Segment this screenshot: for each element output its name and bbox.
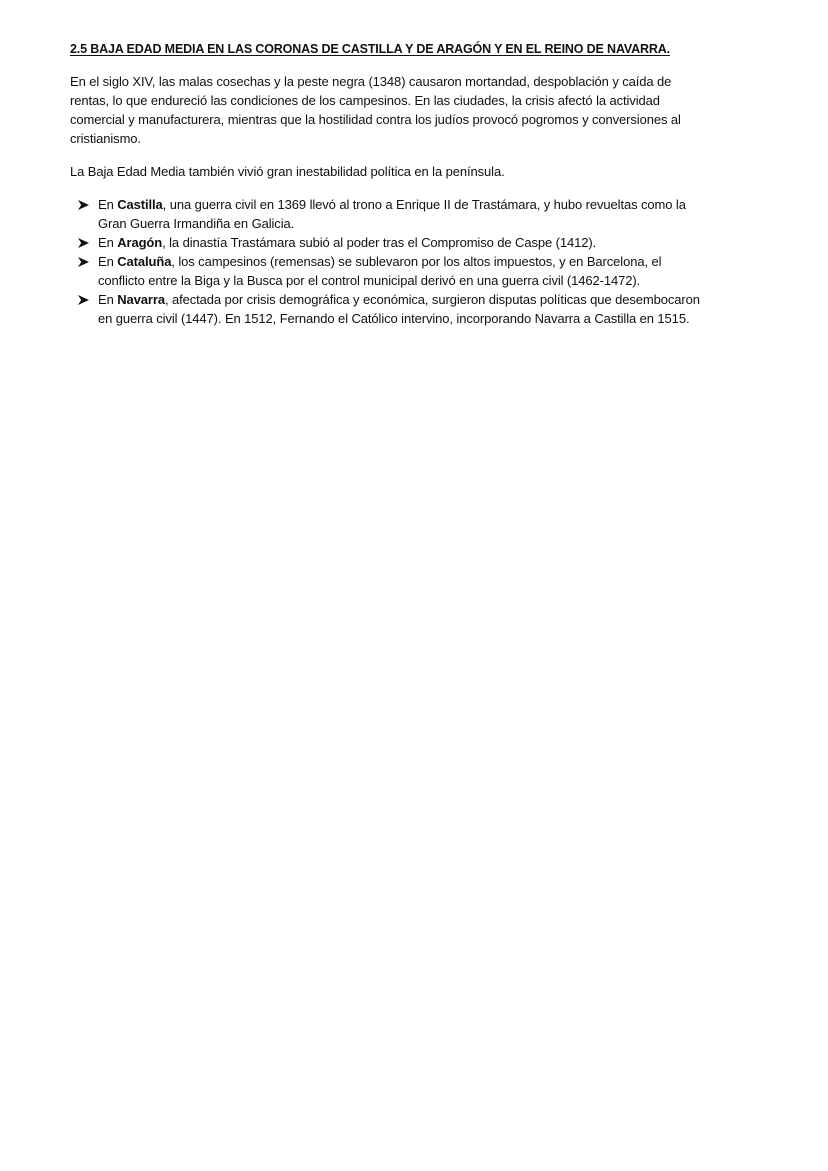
bullet-text: , la dinastía Trastámara subió al poder tras el Compromiso de Caspe (1412).: [162, 235, 597, 250]
bullet-prefix: En: [98, 197, 118, 212]
list-item-castilla: [98, 195, 710, 233]
arrowhead-bullet-icon: [78, 295, 89, 305]
list-item-cataluna: [98, 252, 710, 290]
bullet-prefix: En: [98, 235, 118, 250]
bullet-prefix: En: [98, 292, 118, 307]
bullet-text: , los campesinos (remensas) se sublevaron por los altos impuestos, y en Barcelona, el conflicto entre la Biga y la Busca por el control municipal derivó en una guerra civil (1462-1472).: [98, 254, 662, 288]
bullet-text: , afectada por crisis demográfica y económica, surgieron disputas políticas que desembocaron en guerra civil (1447). En 1512, Fernando el Católico intervino, incorporando Navarra a Castilla en 1515.: [98, 292, 700, 326]
bullet-keyword: Aragón: [117, 235, 163, 250]
list-item-navarra: [98, 290, 710, 328]
arrowhead-bullet-icon: [78, 238, 89, 248]
paragraph-instability: La Baja Edad Media también vivió gran inestabilidad política en la península.: [70, 164, 505, 179]
arrowhead-bullet-icon: [78, 200, 89, 210]
document-page: [70, 40, 710, 328]
section-heading: 2.5 BAJA EDAD MEDIA EN LAS CORONAS DE CASTILLA Y DE ARAGÓN Y EN EL REINO DE NAVARRA.: [70, 42, 670, 56]
bullet-keyword: Castilla: [117, 197, 163, 212]
paragraph-crisis: En el siglo XIV, las malas cosechas y la peste negra (1348) causaron mortandad, despoblación y caída de rentas, lo que endureció las condiciones de los campesinos. En las ciudades, la crisis afectó la actividad comercial y manufacturera, mientras que la hostilidad contra los judíos provocó pogromos y conversiones al cristianismo.: [70, 74, 681, 146]
arrowhead-bullet-icon: [78, 257, 89, 267]
bullet-text: , una guerra civil en 1369 llevó al trono a Enrique II de Trastámara, y hubo revueltas como la Gran Guerra Irmandiña en Galicia.: [98, 197, 686, 231]
list-item-aragon: [98, 233, 710, 252]
kingdoms-list: [70, 195, 710, 328]
bullet-keyword: Cataluña: [117, 254, 172, 269]
bullet-prefix: En: [98, 254, 118, 269]
bullet-keyword: Navarra: [117, 292, 165, 307]
